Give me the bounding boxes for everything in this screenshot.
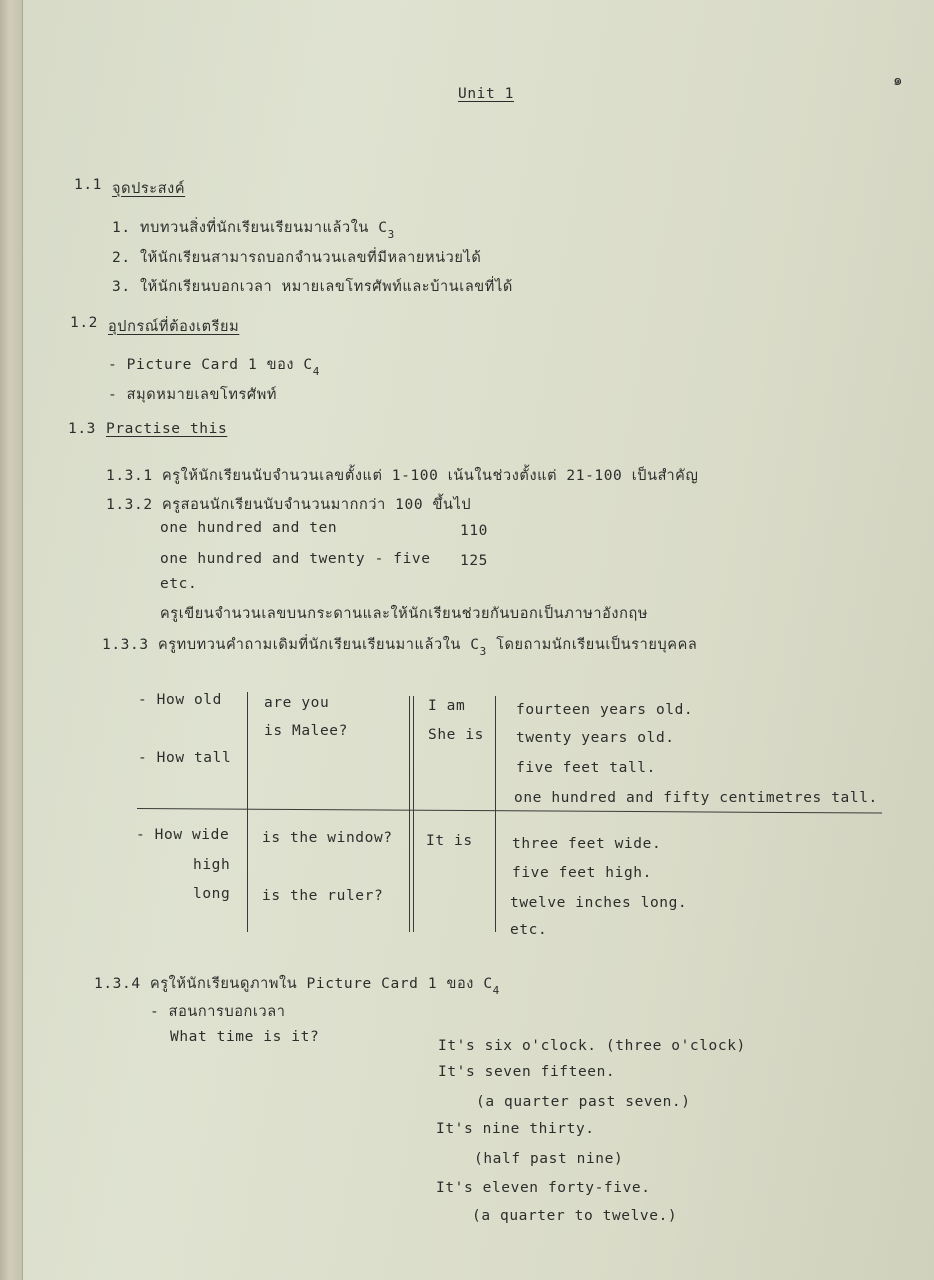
step-1-3-1: 1.3.1 ครูให้นักเรียนนับจำนวนเลขตั้งแต่ 1-100 เน้นในช่วงตั้งแต่ 21-100 เป็นสำคัญ <box>106 468 699 484</box>
table-cell: twenty years old. <box>516 730 675 746</box>
table-cell: It is <box>426 833 473 849</box>
step-1-3-3: 1.3.3 ครูทบทวนคำถามเดิมที่นักเรียนเรียนมาแล้วใน $C_3$ โดยถามนักเรียนเป็นรายบุคคล <box>102 637 698 658</box>
table-cell: She is <box>428 727 484 743</box>
table-cell: is the ruler? <box>262 888 384 904</box>
time-answer: It's nine thirty. <box>436 1121 595 1137</box>
objective-item: 3. ให้นักเรียนบอกเวลา หมายเลขโทรศัพท์และบ้านเลขที่ได้ <box>112 279 513 295</box>
number-words: one hundred and twenty - five <box>160 551 431 567</box>
time-answer: It's six o'clock. (three o'clock) <box>438 1038 746 1054</box>
time-question: What time is it? <box>170 1029 320 1045</box>
section-1-2-heading: อุปกรณ์ที่ต้องเตรียม <box>108 319 240 335</box>
table-cell: five feet high. <box>512 865 652 881</box>
time-answer: (a quarter past seven.) <box>476 1094 691 1110</box>
unit-title: Unit 1 <box>458 86 514 102</box>
table-cell: are you <box>264 695 330 711</box>
materials-item: - สมุดหมายเลขโทรศัพท์ <box>108 387 278 403</box>
table-divider-1 <box>247 692 248 932</box>
page-binding-edge <box>0 0 23 1280</box>
table-cell: one hundred and fifty centimetres tall. <box>514 790 878 806</box>
table-cell: I am <box>428 698 466 714</box>
table-divider-2b <box>413 696 414 932</box>
time-answer: It's eleven forty-five. <box>436 1180 651 1196</box>
step-1-3-4: 1.3.4 ครูให้นักเรียนดูภาพใน Picture Card 1 ของ $C_4$ <box>94 976 500 997</box>
table-cell: - How old <box>138 692 222 708</box>
table-divider-2a <box>409 696 410 932</box>
section-1-2-number: 1.2 <box>70 315 98 331</box>
table-divider-3 <box>495 696 496 932</box>
number-digits: 110 <box>460 523 488 539</box>
section-1-1-heading: จุดประสงค์ <box>112 181 186 197</box>
teach-time-item: - สอนการบอกเวลา <box>150 1004 286 1020</box>
table-cell: three feet wide. <box>512 836 662 852</box>
table-row-separator <box>137 808 882 814</box>
table-cell: long <box>193 886 231 902</box>
materials-item: - Picture Card 1 ของ $C_4$ <box>108 357 320 378</box>
table-cell: - How wide <box>136 827 230 843</box>
table-cell: - How tall <box>138 750 232 766</box>
objective-item: 2. ให้นักเรียนสามารถบอกจำนวนเลขที่มีหลายหน่วยได้ <box>112 250 482 266</box>
table-cell: high <box>193 857 231 873</box>
board-note: ครูเขียนจำนวนเลขบนกระดานและให้นักเรียนช่วยกันบอกเป็นภาษาอังกฤษ <box>160 606 649 622</box>
number-words: one hundred and ten <box>160 520 338 536</box>
time-answer: It's seven fifteen. <box>438 1064 616 1080</box>
table-cell: is Malee? <box>264 723 348 739</box>
table-cell: five feet tall. <box>516 760 656 776</box>
step-1-3-2: 1.3.2 ครูสอนนักเรียนนับจำนวนมากกว่า 100 ขึ้นไป <box>106 497 472 513</box>
time-answer: (half past nine) <box>474 1151 624 1167</box>
objective-item: 1. ทบทวนสิ่งที่นักเรียนเรียนมาแล้วใน $C_3$ <box>112 220 395 241</box>
table-cell: is the window? <box>262 830 393 846</box>
etc-text: etc. <box>160 576 198 592</box>
table-cell: twelve inches long. <box>510 895 688 911</box>
section-1-3-heading: Practise this <box>106 421 228 437</box>
table-cell: fourteen years old. <box>516 702 694 718</box>
section-1-3-number: 1.3 <box>68 421 96 437</box>
section-1-1-number: 1.1 <box>74 177 102 193</box>
table-cell: etc. <box>510 922 548 938</box>
time-answer: (a quarter to twelve.) <box>472 1208 678 1224</box>
page-number: ๑ <box>893 71 904 89</box>
number-digits: 125 <box>460 553 488 569</box>
